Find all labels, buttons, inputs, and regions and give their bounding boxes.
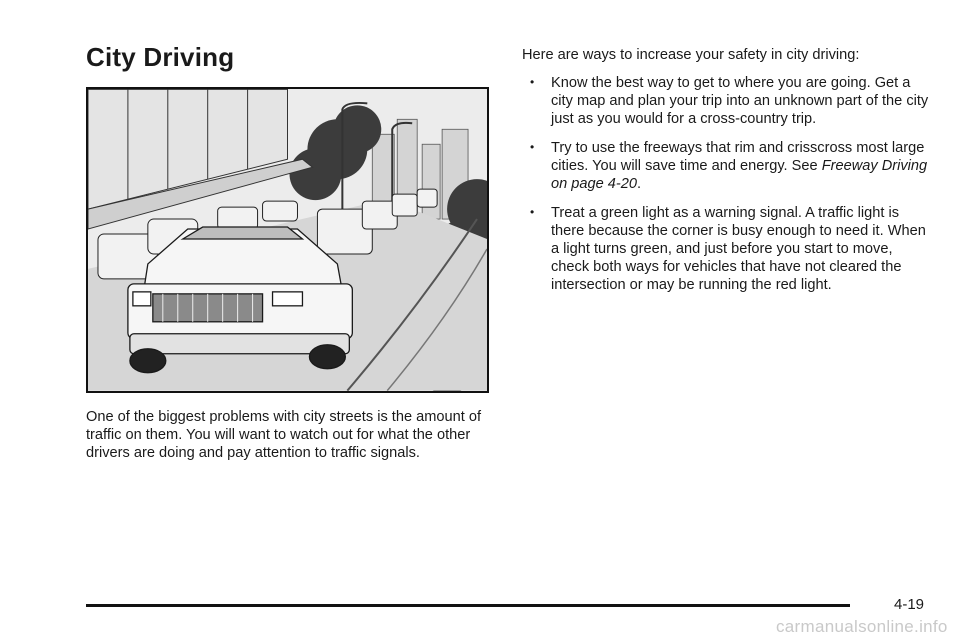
city-traffic-drawing xyxy=(88,89,487,391)
tips-column xyxy=(522,46,932,305)
tip-suffix: . xyxy=(637,176,642,192)
tip-text: Try to use the freeways that rim and crisscross most large cities. You will save time and energy. See xyxy=(551,140,925,174)
page-number: 4-19 xyxy=(894,596,925,613)
page-title: City Driving xyxy=(86,42,235,72)
bullet-icon: • xyxy=(530,205,535,219)
tip-text: Know the best way to get to where you are going. Get a city map and plan your trip into an unknown part of the city just as you would for a cross-country trip. xyxy=(551,75,929,127)
list-item xyxy=(522,204,932,294)
city-traffic-illustration xyxy=(86,87,489,393)
footer-rule xyxy=(86,604,850,607)
cross-reference-link[interactable]: Freeway Driving on page 4-20 xyxy=(551,158,928,192)
watermark: carmanualsonline.info xyxy=(776,617,948,636)
bullet-icon: • xyxy=(530,75,535,89)
intro-paragraph: One of the biggest problems with city streets is the amount of traffic on them. You will want to watch out for what the other drivers are doing and pay attention to traffic signals. xyxy=(86,409,482,461)
tips-list xyxy=(522,74,932,294)
bullet-icon: • xyxy=(530,140,535,154)
list-item xyxy=(522,139,932,193)
tip-text: Treat a green light as a warning signal. A traffic light is there because the corner is busy enough to need it. When a light turns green, and just before you start to move, check both ways for vehicles that have not cleared the intersection or may be running the red light. xyxy=(551,205,926,293)
list-item xyxy=(522,74,932,128)
tips-lead: Here are ways to increase your safety in city driving: xyxy=(522,47,860,63)
